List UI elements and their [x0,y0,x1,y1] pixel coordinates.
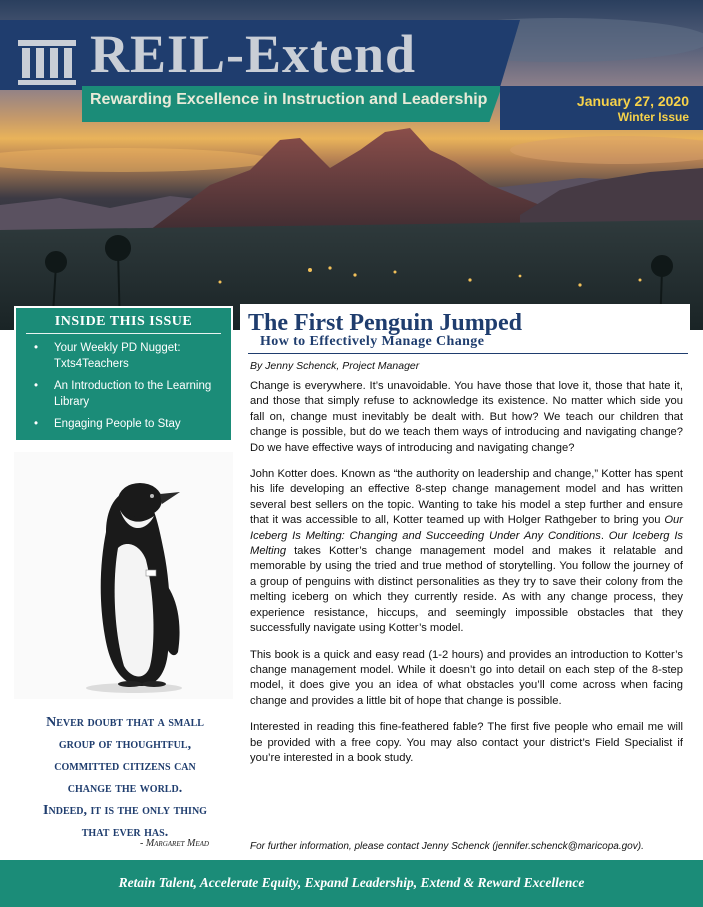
paragraph-text: John Kotter does. Known as “the authority on leadership and change,” Kotter has spent his life developing an effective 8-step change management model and has written several best sellers on the topic. Wanting to take his model a step further and ensure that it was accessible to all, Kotter teamed up with Holger Rathgeber to bring you [250,468,683,527]
title-divider [248,353,688,354]
article-title: The First Penguin Jumped [248,310,523,336]
quote-block [14,712,236,844]
book-title: Our Iceberg Is Melting [250,529,684,558]
paragraph-text: takes Kotter’s change management model and makes it relatable and memorable by using the tried and true method of storytelling. You follow the journey of a group of penguins with distinct personalities as they try to save their colony from the melting iceberg on which they currently reside. As with any change process, they experience resistance, hiccups, and seemingly impossible obstacles that they successfully navigate using Kotter’s model. [250,545,683,635]
inside-this-issue-box [14,306,233,442]
issue-date: January 27, 2020 [576,93,689,109]
quote-line: Never doubt that a small [46,715,204,730]
article [240,304,690,860]
book-title: Our Iceberg Is Melting: Changing and Succeeding Under Any Conditions [250,514,683,542]
pillar-columns-icon [16,38,78,86]
inside-issue-heading: INSIDE THIS ISSUE [26,314,221,334]
inside-issue-item[interactable]: • Your Weekly PD Nugget: Txts4Teachers [34,340,231,372]
article-paragraph: This book is a quick and easy read (1-2 hours) and provides an introduction to Kotter’s change management model. While it doesn’t go into detail on each step of the 8-step model, it does give you an idea of what obstacles you’ll come across when facing change and provides a little bit of hope that change is possible. [250,648,683,707]
quote-line: change the world. [67,781,183,796]
quote-line: that ever has. [81,825,169,840]
quote-line: group of thoughtful, [58,737,192,752]
inside-issue-item[interactable]: • An Introduction to the Learning Library [34,378,231,410]
quote-author: - Margaret Mead [140,838,209,849]
inside-issue-item[interactable]: • Engaging People to Stay [34,416,231,432]
quote-line: Indeed, it is the only thing [43,803,207,818]
issue-season: Winter Issue [617,110,689,124]
paragraph-text: . [600,529,609,542]
article-paragraph [250,467,683,636]
contact-info[interactable]: For further information, please contact Jenny Schenck (jennifer.schenck@maricopa.gov). [250,841,644,852]
article-subtitle: How to Effectively Manage Change [260,334,485,349]
newsletter-title: REIL-Extend [90,24,417,84]
penguin-photo [14,452,233,699]
article-paragraph: Interested in reading this fine-feathered fable? The first five people who email me will be provided with a free copy. You may also contact your district’s Field Specialist if you’re interested in a book study. [250,721,683,764]
inside-issue-list [16,340,231,432]
quote-line: committed citizens can [54,759,196,774]
newsletter-tagline: Rewarding Excellence in Instruction and Leadership [90,91,488,108]
penguin-illustration [14,452,233,699]
article-paragraph: Change is everywhere. It’s unavoidable. You have those that love it, those that hate it, and those that simply refuse to acknowledge its existence. No matter which side you fall on, change must inevitably be dealt with. But how? We teach our children that change is possible, but do we teach them ways of introducing and navigating change? Do we have effective ways of introducing and navigating change? [250,380,683,454]
article-body [250,379,683,777]
footer-banner: Retain Talent, Accelerate Equity, Expand Leadership, Extend & Reward Excellence [0,860,703,907]
article-byline: By Jenny Schenck, Project Manager [250,360,420,372]
